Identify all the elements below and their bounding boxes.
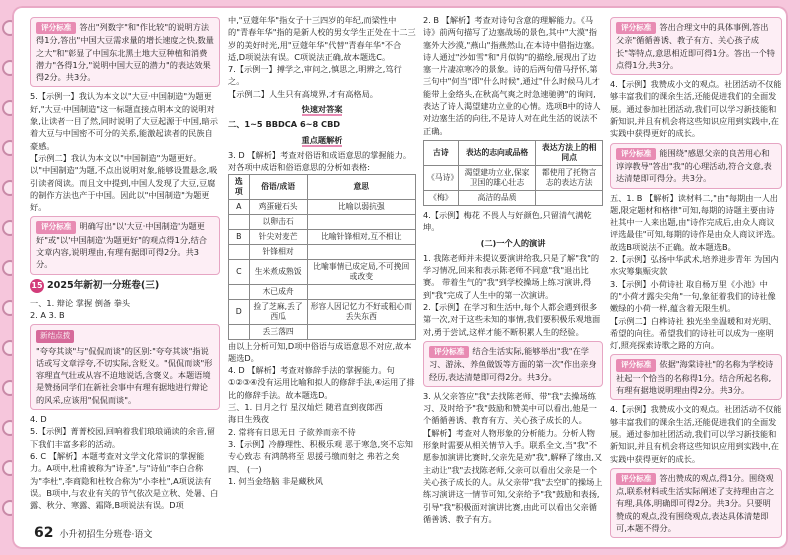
section-3-line2: 海日生残夜 xyxy=(228,414,269,425)
answer-q3-analysis: 【解析】考查对人物形象的分析能力。分析人物形象时需要从相关情节入手。联系全文,当"我"不愿参加演讲比赛时,父亲先是劝"我",解释了缘由,又主动让"我"去找陈老师,父亲可以看出父亲是一个关心孩子成长的人。从父亲带"我"去空旷的操场上练习演讲这一情节可知,父亲给予"我"鼓励和表扬,引导"我"积极面对演讲比赛,由此可以看出父亲循循善诱、教子有方。 xyxy=(423,427,603,524)
table-cell: 鸡蛋碰石头 xyxy=(249,199,307,214)
key-analysis-heading: 重点题解析 xyxy=(301,134,343,145)
table-row xyxy=(424,190,603,205)
table-row xyxy=(229,229,416,244)
sub-heading: (二)一个人的演讲 xyxy=(480,237,546,248)
answer-q5: 5.【示例一】我认为本文以"大豆·中国制造"为题更好,"大豆·中国制造"这一标题直接点明本文的说明对象,让读者一目了然,同时说明了大豆起源于中国,暗示着大豆与中国密不可分的关系,能激起读者的民族自豪感。 xyxy=(30,91,218,151)
table-cell: 比喻针锋相对,互不相让 xyxy=(307,229,415,244)
section-1: 一、1. 辩论 掌握 倒备 拳头 xyxy=(30,297,131,308)
answer-q4b: 4.【示例】我赞成小文的观点。社团活动不仅能够丰富我们的课余生活,还能促进我们的全面发展。通过参加社团活动,我们可以学习新技能和新知识,并且有机会将这些知识应用到实践中,在实践中获得更好的成长。 xyxy=(610,404,782,464)
table-row xyxy=(229,299,416,324)
table-row xyxy=(424,165,603,190)
table-cell: 《马诗》 xyxy=(424,165,459,190)
answer-page xyxy=(12,6,788,549)
section-4: 四、 (一) xyxy=(228,463,262,474)
table-cell xyxy=(307,324,415,339)
table-header: 选项 xyxy=(229,174,250,199)
table-cell: A xyxy=(229,199,250,214)
answer-q2-3: 2. A 3. B xyxy=(30,309,65,320)
table-cell: 渴望建功立业,保家卫国的雄心壮志 xyxy=(458,165,536,190)
column-3 xyxy=(423,14,603,525)
binder-rings xyxy=(0,0,12,555)
table-cell: 形容人因记忆力不好或粗心而丢失东西 xyxy=(307,299,415,324)
tip-tag: 新结点拨 xyxy=(36,330,74,342)
answer-q3: 3. 从父亲答应"我"去找陈老师、带"我"去操场练习、及时给予"我"鼓励和赞美中可以看出,他是一个循循善诱、教育有方、关心孩子成长的人。 xyxy=(423,390,597,426)
answer-q7-example2: 【示例二】人生只有高境界,才有高格局。 xyxy=(228,88,378,99)
table-cell: 丢三落四 xyxy=(249,324,307,339)
table-cell: B xyxy=(229,229,250,244)
table-row xyxy=(229,259,416,284)
table-cell: 《梅》 xyxy=(424,190,459,205)
exam-title: 15 2025年新初一分班卷(三) xyxy=(31,279,160,291)
section-3-q2: 2. 常将有日思无日 子欲养而亲不待 xyxy=(228,426,356,437)
table-cell xyxy=(229,324,250,339)
table-cell: C xyxy=(229,259,250,284)
table-row xyxy=(229,324,416,339)
table-cell: 都使用了托物言志的表达方法 xyxy=(536,165,603,190)
answer-q4: 4. D xyxy=(30,414,47,425)
section-5: 五、1. B 【解析】读材料二,"由"每期由一人出题,限定题材和格律"可知,每期的诗题主要由诗社其中一人来出题,由"诗作完成后,由众人商议评选最佳"可知,每期的诗作是由众人商议评选。故选B项说法不正确。故本题选B。 xyxy=(610,192,781,252)
answer-q7: 7.【示例一】搏学之,审问之,慎思之,明辨之,笃行之。 xyxy=(228,64,402,87)
table-cell xyxy=(229,284,250,299)
scoring-box: 评分标准 答出合理文中的具体事例,答出父亲"循循善诱、教子有方、关心孩子成长"等特点,意思相近即可得1分。答出一个特点得1分,共3分。 xyxy=(610,17,782,75)
answer-q2b: 2.【示例】在学习和生活中,每个人都会遇到很多第一次,对于这些未知的事情,我们要积极乐观地面对,勇于尝试,这样才能不断积累人生的经验。 xyxy=(423,302,601,337)
table-cell xyxy=(307,214,415,229)
answer-q2: 2. B 【解析】考查对诗句含意的理解能力。《马诗》前两句描写了边塞战场的景色,其中"大漠"指塞外大沙漠,"燕山"指燕然山,在本诗中借指边塞。诗人通过"沙如雪"和"月似钩"的描绘,展现出了边塞一片凄凉寒冷的景象。诗的后两句借马抒怀,第三句中"何当"即"什么时候",通过"什么时候马儿才能带上金络头,在秋高气爽之时急速驰骋"的询问,表达了诗人渴望建功立业的心情。选项B中的诗人对边塞生活的向往,不是诗人对在此生活的说法不正确。 xyxy=(423,15,601,136)
table-header: 俗语/成语 xyxy=(249,174,307,199)
section-3: 三、1. 日月之行 星汉灿烂 随君直到夜郎西 xyxy=(228,402,383,413)
answer-q4: 4.【示例】我赞成小文的观点。社团活动不仅能够丰富我们的课余生活,还能促进我们的全面发展。通过参加社团活动,我们可以学习新技能和新知识,并且有机会将这些知识应用到实践中,在实践中获得更好的成长。 xyxy=(610,79,782,139)
table-cell: 针尖对麦芒 xyxy=(249,229,307,244)
table-cell xyxy=(229,244,250,259)
table-cell xyxy=(307,284,415,299)
scoring-box: 评分标准 能围绕"感恩父亲的良苦用心和谆谆教导"答出"我"的心理活动,符合文意,表达清楚即可得分。共3分。 xyxy=(610,143,782,189)
q6-continued: 中,"豆蔻年华"指女子十三四岁的年纪,而梁性中的"青春年华"指的是新人校的男女学生正处在十二三岁的美好时光,用"豆蔻年华"代替"青春年华"不合适,D项说法有误。C项说法正确,故本题选C。 xyxy=(228,15,416,62)
book-title: 小升初招生分班卷·语文 xyxy=(59,530,153,540)
quick-answers: 二、1~5 BBDCA 6~8 CBD xyxy=(228,119,341,130)
table-cell: 比喻以弱抗强 xyxy=(307,199,415,214)
table-header: 古诗 xyxy=(424,140,459,165)
page-number: 62 xyxy=(34,525,54,541)
scoring-box: 评分标准 明确写出"以'大豆·中国制造'为题更好"或"以'中国制造'为题更好"的观点得1分,结合文章内容,说明理由,有理有据即可得2分。共3分。 xyxy=(30,216,220,274)
column-4 xyxy=(610,14,782,541)
table-cell: 捡了芝麻,丢了西瓜 xyxy=(249,299,307,324)
page-footer xyxy=(34,525,152,541)
table-row xyxy=(229,284,416,299)
answer-q1: 1. 我陈老师并未提议要演讲给我,只是了解"我"的学习情况,回来和表示陈老师不同意"我"退出比赛。 带着生气的"我"到学校操场上练习演讲,得到"我"完成了人生中的第一次演讲。 xyxy=(423,252,600,300)
table-cell xyxy=(229,214,250,229)
table-row xyxy=(229,199,416,214)
table-cell: 针锋相对 xyxy=(249,244,307,259)
answer-q4: 4.【示例】梅花 不畏人与好颜色,只留清气满乾坤。 xyxy=(423,209,592,233)
scoring-box: 评分标准 结合生活实际,能够举出"我"在学习、游泳、养鱼做饭等方面的第一次"作出亲身经历,表达清楚即可得2分。共3分。 xyxy=(423,341,603,387)
answer-q4: 4. D 【解析】考查对修辞手法的掌握能力。句①②③④没有运用比喻和拟人的修辞手法,④运用了排比的修辞手法。故本题选D。 xyxy=(228,365,415,400)
table-cell xyxy=(536,190,603,205)
poem-table xyxy=(423,140,603,206)
table-row xyxy=(229,214,416,229)
section-4-q1: 1. 何当金络脑 非是藏秋风 xyxy=(228,475,323,486)
column-2 xyxy=(228,14,416,487)
answer-q5-example2: 【示例二】我认为本文以"中国制造"为题更好。以"中国制造"为题,不点出说明对象,能够设置悬念,吸引读者阅读。而且文中提到,中国人发现了大豆,豆腐的制作方法也产于中国。因此以"中国制造"为题更好。 xyxy=(30,152,218,213)
scoring-box: 评分标准 答出"列数字"和"作比较"的说明方法得1分,答出"中国大豆需求量的增长速度之快,数量之大"和"彰显了中国东北黑土地大豆种植和消费潜力"各得1分,"说明中国大豆的潜力"的表达效果得2分。共3分。 xyxy=(30,17,220,87)
section-3-q3: 3.【示例】冷静理性、积极乐观 恶于寒急,突不忘知 专心致志 有鸿鹄将至 思援弓缴而射之 弗若之矣 xyxy=(228,438,413,462)
answer-q6: 6. C 【解析】本题考查对文学文化常识的掌握能力。A项中,杜甫被称为"诗圣",与"诗仙"李白合称为"李杜",李商隐和杜牧合称为"小李杜",A项说法有误。B项中,与农业有关的节气依次是立秋、处暑、白露、秋分、寒露、霜降,B项说法有误。D项 xyxy=(30,450,219,511)
idiom-table xyxy=(228,174,416,340)
answer-q2: 2.【示例】弘扬中华武术,培养进步青年 为国内水灾筹集赈灾款 xyxy=(610,254,779,277)
table-cell: 木已成舟 xyxy=(249,284,307,299)
answer-q3: 3. D 【解析】考查对俗语和成语意思的掌握能力。对各项中成语和俗语意思的分析如表格: xyxy=(228,149,412,173)
exam-number: 15 xyxy=(30,279,44,293)
table-cell: 高洁的品质 xyxy=(458,190,536,205)
quick-answer-heading: 快速对答案 xyxy=(301,104,343,115)
scoring-tag: 评分标准 xyxy=(36,22,76,34)
table-cell: 生米煮成熟饭 xyxy=(249,259,307,284)
column-1 xyxy=(30,14,220,511)
tip-box: 新结点拨 "夸夸其谈"与"侃侃而谈"的区别:"夸夸其谈"指说话或写文章浮夸,不切实际,含贬义。"侃侃而谈"形容理直气壮或从容不迫地说话,含褒义。本题语境是赞扬同学们在新社会事中有理有据地进行辩论的风采,应该用"侃侃而谈"。 xyxy=(30,324,220,410)
table-cell: 比喻事情已成定局,不可挽回或改变 xyxy=(307,259,415,284)
scoring-box: 评分标准 答出赞成的观点,得1分。围绕观点,联系材料或生活实际阐述了支持理由言之有理,具体,明确即可得2分。共3分。只要明赞成的观点,没有围绕观点,表达具体清楚即可,本题不得分。 xyxy=(610,468,782,538)
scoring-box: 评分标准 依据"海棠诗社"的名称为学校诗社起一个恰当的名称得1分。结合所起名称,有理有据地说明理由得2分。共3分。 xyxy=(610,354,782,400)
table-header: 表达方法上的相同点 xyxy=(536,140,603,165)
answer-q5-example: 5.【示例】菁菁校园,回响着我们琅琅诵读的余音,留下我们丰富多彩的活动。 xyxy=(30,426,215,449)
table-header: 意思 xyxy=(307,174,415,199)
answer-q3-example2: 【示例二】白桦诗社 独光坐坐温暖和对光明、希望的向往。希望我们的诗社可以成为一座明灯,照亮探索诗歌之路的方向。 xyxy=(610,315,777,351)
table-row xyxy=(229,244,416,259)
answer-q3: 3.【示例】小荷诗社 取自杨万里《小池》中的"小荷才露尖尖角"一句,象征着我们的诗社像嫩绿的小荷一样,蕴含着无限生机。 xyxy=(610,278,776,314)
table-conclusion: 由以上分析可知,D项中俗语与成语意思不对应,故本题选D。 xyxy=(228,340,412,363)
table-header: 表达的志向或品格 xyxy=(458,140,536,165)
table-cell xyxy=(307,244,415,259)
table-cell: D xyxy=(229,299,250,324)
table-cell: 以卵击石 xyxy=(249,214,307,229)
